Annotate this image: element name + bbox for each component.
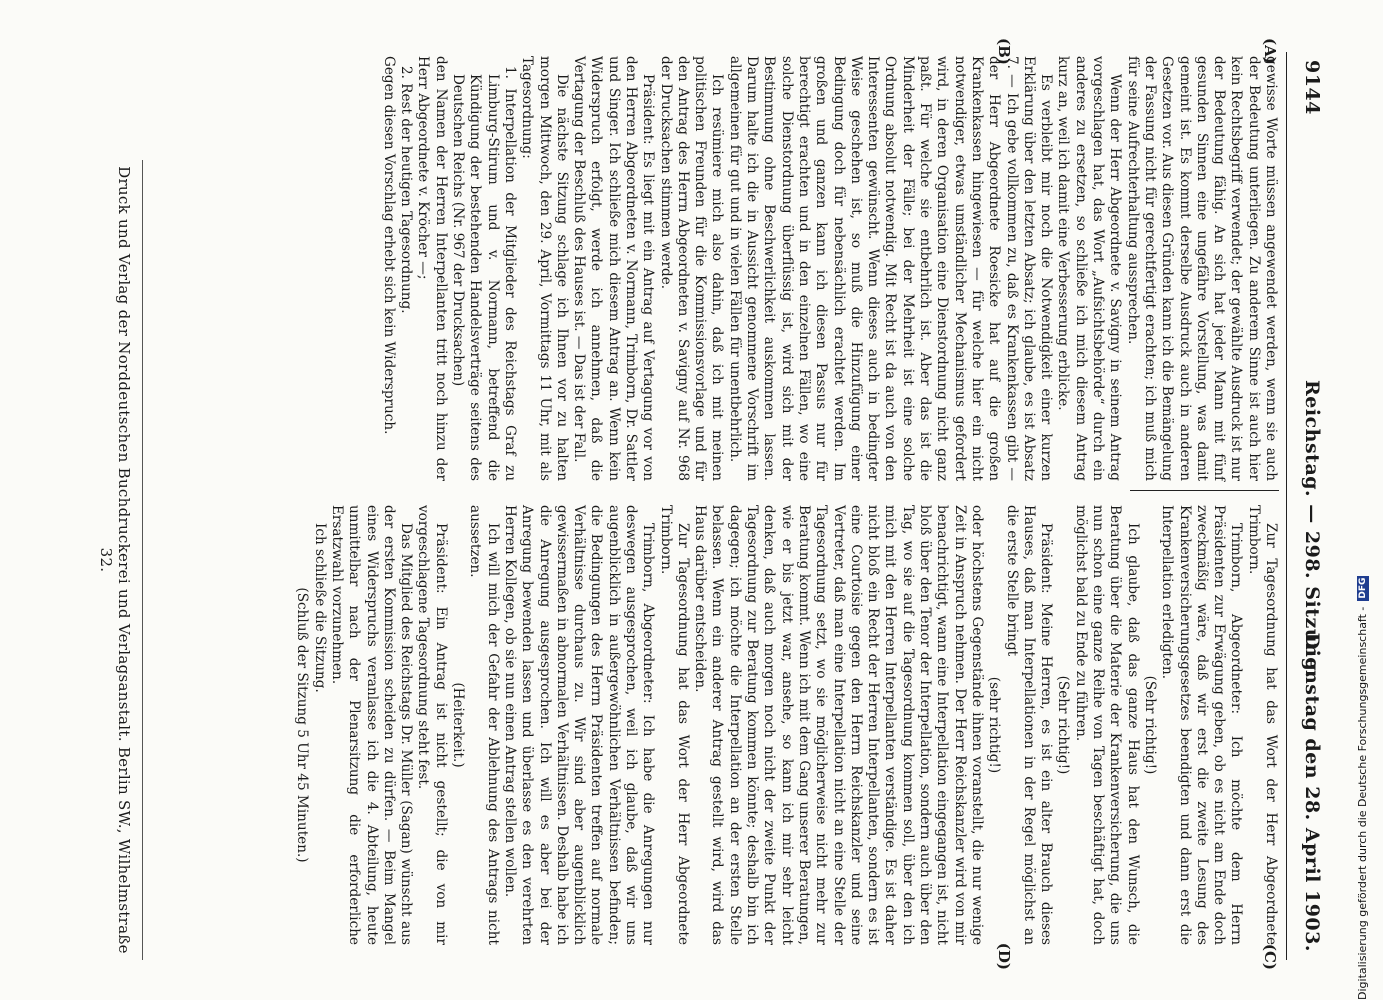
- right-column: [294, 505, 1279, 945]
- paragraph: Ich resümiere mich also dahin, daß ich mit meinen politischen Freunden für die Kommissionsvorlage und für den Antrag des Herrn Abgeordneten v. Savigny auf Nr. 968 der Drucksachen stimmen werde.: [657, 56, 726, 481]
- paragraph: Zur Tagesordnung hat das Wort der Herr Abgeordnete Trimborn.: [1245, 505, 1279, 945]
- digitization-credit: [1356, 576, 1369, 1000]
- page-number: 9144: [1301, 60, 1323, 115]
- margin-letter-d: (D): [995, 942, 1013, 970]
- margin-letter-a: (A): [1261, 38, 1279, 64]
- margin-letter-b: (B): [995, 38, 1013, 65]
- interjection: (sehr richtig!): [986, 676, 1003, 774]
- paragraph: Präsident: Meine Herren, es ist ein alter Brauch dieses Hauses, daß man Interpellationen in der Regel möglichst an die erste Stelle bringt: [1003, 505, 1055, 945]
- interjection: (Heiterkeit.): [450, 682, 467, 768]
- agenda-item: 1. Interpellation der Mitglieder des Reichstags Graf zu Limburg-Stirum und v. Normann, betreffend die Kündigung der bestehenden Handelsverträge seitens des Deutschen Reichs (Nr. 967 der Drucksachen): [450, 66, 518, 481]
- paragraph: Es verbleibt mir noch die Notwendigkeit einer kurzen Erklärung über den letzten Absatz; ich glaube, es ist Absatz 7. — Ich gebe vollkommen zu, daß es Krankenkassen gibt — der Herr Abgeordnete Roesicke hat auf die großen Krankenkassen hingewiesen — für welche hier ein nicht notwendiger, etwas umständlicher Mechanismus gefordert wird, in deren Organisation eine Dienstordnung nicht ganz paßt. Für welche sie entbehrlich ist. Aber das ist die Minderheit der Fälle; bei der Mehrheit ist eine solche Ordnung absolut notwendig. Mit Recht ist da auch von den Interessenten gewünscht. Wenn dieses auch in bedingter Weise geschehen ist, so muß die Hinzufügung einer Bedingung doch für nebensächlich erachtet werden. Im großen und ganzen kann ich diesen Passus nur für berechtigt erachten und in den einzelnen Fällen, wo eine solche Dienstordnung überflüssig ist, wird sich mit der Bestimmung ohne Beschwerlichkeit auskommen lassen. Darum halte ich die in Aussicht genommene Vorschrift im allgemeinen für gut und in vielen Fällen für unentbehrlich.: [726, 56, 1055, 481]
- dfg-logo: DFG: [1357, 577, 1368, 599]
- printer-imprint: Druck und Verlag der Norddeutschen Buchdruckerei und Verlagsanstalt. Berlin SW., Wilhelmstraße 32.: [97, 166, 133, 954]
- paragraph: Trimborn, Abgeordneter: Ich möchte dem Herrn Präsidenten zur Erwägung geben, ob es nicht am Ende doch zweckmäßig wäre, daß wir erst die zweite Lesung des Krankenversicherungsgesetzes beendigten und dann erst die Interpellation erledigten.: [1159, 505, 1245, 945]
- interjection: (Sehr richtig!): [1141, 675, 1158, 775]
- paragraph: Gegen diesen Vorschlag erhebt sich kein Widerspruch.: [380, 56, 397, 435]
- paragraph: Präsident: Ein Antrag ist nicht gestellt; die von mir vorgeschlagene Tagesordnung steht fest.: [415, 505, 449, 945]
- paragraph: Zur Tagesordnung hat das Wort der Herr Abgeordnete Trimborn.: [657, 505, 691, 945]
- left-column: [380, 56, 1279, 481]
- closing-note: (Schluß der Sitzung 5 Uhr 45 Minuten.): [294, 587, 311, 863]
- paragraph: Ich schließe die Sitzung.: [311, 523, 328, 693]
- header-rule: [1286, 52, 1287, 960]
- session-title: Reichstag. — 298. Sitzung.: [1301, 380, 1323, 679]
- column-rule: [1130, 490, 1279, 491]
- paragraph: oder höchstens Gegenstände ihnen voranstellt, die nur wenige Zeit in Anspruch nehmen. Der Herr Reichskanzler wird von mir benachrichtigt, wann eine Interpellation eingegangen ist, nicht bloß über den Tenor der Interpellation, sondern auch über den Tag, wo sie auf die Tagesordnung kommen soll, über den ich mich mit den Herren Interpellanten verständige. Es ist daher nicht bloß ein Recht der Herren Interpellanten, sondern es ist eine Courtoisie gegen den Herrn Reichskanzler und seine Vertreter, daß man eine Interpellation nicht an eine Stelle der Tagesordnung setzt, wo sie möglicherweise nicht mehr zur Beratung kommt. Wenn ich mit dem Gang unserer Beratungen, wie er bis jetzt war, ansehe, so kann ich mir sehr leicht denken, daß auch morgen noch nicht der zweite Punkt der Tagesordnung zur Beratung kommen könnte; deshalb bin ich dagegen; ich möchte die Interpellation an der ersten Stelle belassen. Wenn ein anderer Antrag gestellt wird, wird das Haus darüber entscheiden.: [692, 505, 985, 945]
- agenda-item: 2. Rest der heutigen Tagesordnung.: [398, 66, 415, 314]
- paragraph: gewisse Worte müssen angewendet werden, wenn sie auch der Bedeutung unterliegen. Zu anderem Sinne ist auch hier kein Rechtsbegriff verwendet; der gewählte Ausdruck ist nur der Bedeutung fähig. An sich hat jeder Mann mit fünf gesunden Sinnen eine ungefähre Vorstellung, was damit gemeint ist. Es kommt derselbe Ausdruck auch in anderen Gesetzen vor. Aus diesen Gründen kann ich die Bemängelung der Fassung nicht für gerechtfertigt erachten; ich muß mich für seine Aufrechterhaltung aussprechen.: [1124, 56, 1279, 481]
- interjection: (Sehr richtig!): [1055, 675, 1072, 775]
- margin-letter-c: (C): [1261, 943, 1279, 970]
- paragraph: Die nächste Sitzung schlage ich Ihnen vor zu halten morgen Mittwoch, den 29. April, Vormittags 11 Uhr, mit als Tagesordnung:: [519, 56, 570, 481]
- paragraph: Präsident: Es liegt mit ein Antrag auf Vertagung vor von den Herren Abgeordneten v. Normann, Trimborn, Dr. Sattler und Singer. Ich schließe mich diesem Antrag an. Wenn kein Widerspruch erfolgt, werde ich annehmen, daß die Vertagung der Beschluß des Hauses ist. — Das ist der Fall.: [571, 56, 657, 481]
- paragraph: Wenn der Herr Abgeordnete v. Savigny in seinem Antrag vorgeschlagen hat, das Wort „Aufsichtsbehörde“ durch ein anderes zu ersetzen, so schließe ich mich diesem Antrag kurz an, weil ich damit eine Verbesserung erblicke.: [1055, 56, 1124, 481]
- paragraph: Trimborn, Abgeordneter: Ich habe die Anregungen nur deswegen ausgesprochen, weil ich glaube, daß wir uns augenblicklich in außergewöhnlichen Verhältnissen befinden; die Bedingungen des Herrn Präsidenten treffen auf normale Verhältnisse durchaus zu. Wir sind aber augenblicklich gewissermaßen in abnormalen Verhältnissen. Deshalb habe ich die Anregung ausgesprochen. Ich will es aber bei der Anregung bewenden lassen und überlasse es den verehrten Herren Kollegen, ob sie nun einen Antrag stellen wollen.: [501, 505, 657, 945]
- paragraph: Das Mitglied des Reichstags Dr. Müller (Sagan) wünscht aus der ersten Kommission scheiden zu dürfen. — Beim Mangel eines Widerspruchs veranlasse ich die 4. Abteilung, heute unmittelbar nach der Plenarsitzung die erforderliche Ersatzwahl vorzunehmen.: [328, 505, 415, 945]
- footer-rule: [142, 160, 143, 960]
- paragraph: Ich glaube, daß das ganze Haus hat den Wunsch, die Beratung über die Materie der Krankenversicherung, die uns nun schon eine ganze Reihe von Tagen beschäftigt hat, doch möglichst bald zu Ende zu führen.: [1072, 505, 1141, 945]
- session-date: Dienstag den 28. April 1903.: [1301, 632, 1323, 952]
- paragraph: Ich will mich der Gefahr der Ablehnung des Antrags nicht aussetzen.: [467, 505, 501, 945]
- credit-text: Digitalisierung gefördert durch die Deutsche Forschungsgemeinschaft -: [1356, 606, 1369, 1000]
- paragraph: den Namen der Herren Interpellanten tritt noch hinzu der Herr Abgeordnete v. Kröcher —;: [415, 56, 449, 481]
